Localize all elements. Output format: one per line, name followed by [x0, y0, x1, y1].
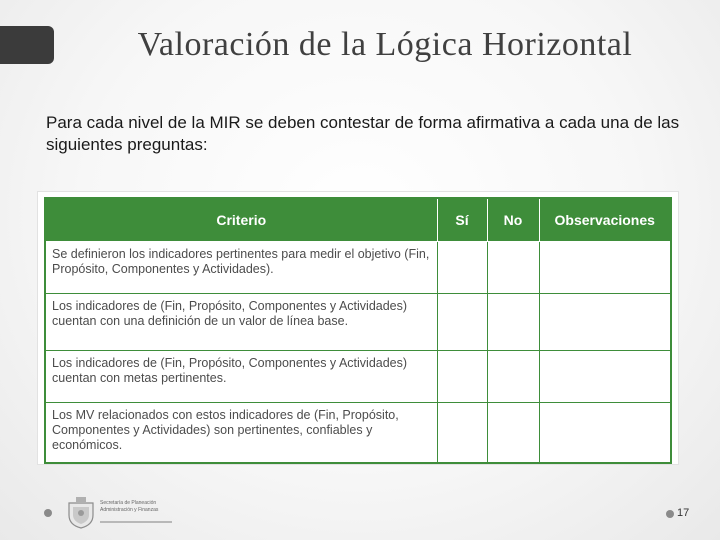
logo-line: Secretaría de Planeación: [100, 500, 157, 506]
table-row: [45, 351, 671, 403]
page-number: 17: [677, 507, 690, 519]
observaciones-cell: [539, 242, 671, 294]
observaciones-cell: [539, 351, 671, 403]
criterio-cell: Los indicadores de (Fin, Propósito, Componentes y Actividades) cuentan con una definición de un valor de línea base.: [45, 294, 437, 351]
logo-rule: [100, 521, 172, 523]
criterio-cell: Se definieron los indicadores pertinentes para medir el objetivo (Fin, Propósito, Componentes y Actividades).: [45, 242, 437, 294]
no-cell: [487, 242, 539, 294]
si-cell: [437, 403, 487, 464]
intro-text: Para cada nivel de la MIR se deben contestar de forma afirmativa a cada una de las siguientes preguntas:: [46, 113, 680, 154]
slide-title: Valoración de la Lógica Horizontal: [137, 26, 633, 63]
state-coat-of-arms-icon: [66, 497, 96, 529]
criterio-cell: Los indicadores de (Fin, Propósito, Componentes y Actividades) cuentan con metas pertinentes.: [45, 351, 437, 403]
criteria-table: [44, 197, 672, 464]
header-observaciones: Observaciones: [539, 198, 671, 242]
si-cell: [437, 242, 487, 294]
header-si: Sí: [437, 198, 487, 242]
observaciones-cell: [539, 403, 671, 464]
si-cell: [437, 351, 487, 403]
header-no: No: [487, 198, 539, 242]
table-row: [45, 403, 671, 464]
criteria-table-frame: [37, 191, 679, 465]
footer-right-dot: [666, 510, 674, 518]
no-cell: [487, 294, 539, 351]
no-cell: [487, 403, 539, 464]
table-row: [45, 242, 671, 294]
header-criterio: Criterio: [45, 198, 437, 242]
table-row: [45, 294, 671, 351]
logo-line: Administración y Finanzas: [100, 507, 159, 513]
si-cell: [437, 294, 487, 351]
table-header-row: [45, 198, 671, 242]
footer-left-dot: [44, 509, 52, 517]
footer-logo: [66, 497, 174, 529]
criterio-cell: Los MV relacionados con estos indicadores de (Fin, Propósito, Componentes y Actividades) son pertinentes, confiables y económicos.: [45, 403, 437, 464]
observaciones-cell: [539, 294, 671, 351]
no-cell: [487, 351, 539, 403]
